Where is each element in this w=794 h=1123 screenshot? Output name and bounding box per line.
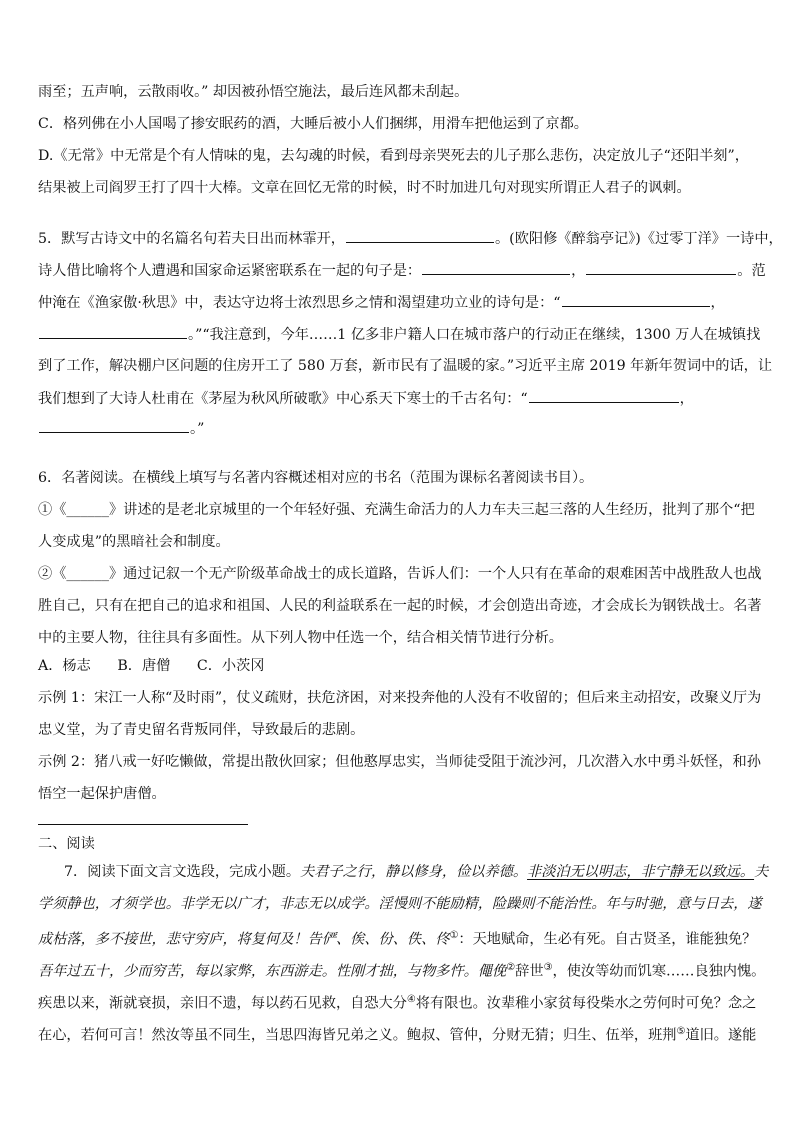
q5-text: 。”	[190, 421, 205, 437]
fill-blank[interactable]	[346, 228, 494, 243]
options-line	[38, 656, 264, 676]
q5-text: 到了工作，解决棚户区问题的住房开工了 580 万套，新市民有了温暖的家。”习近平主席 2019 年新年贺词中的话，让	[38, 358, 773, 374]
classical-text: 疾患以来，渐就衰损，亲旧不遗，每以药石见救，自恐大分	[38, 995, 407, 1012]
fill-blank[interactable]	[586, 260, 736, 275]
line-text: D.《无常》中无常是个有人情味的鬼，去勾魂的时候，看到母亲哭死去的儿子那么悲伤，决定放儿子“还阳半刻”，	[38, 148, 749, 164]
text-line	[38, 720, 364, 740]
text-line	[38, 500, 755, 520]
underlined-sentence: 非淡泊无以明志，非宁静无以致远。	[527, 864, 755, 880]
q5-text: 5．默写古诗文中的名篇名句若夫日出而林霏开，	[38, 231, 345, 247]
q5-text: 。(欧阳修《醉翁亭记》)《过零丁洋》一诗中，	[494, 231, 783, 247]
q6-text: 6．名著阅读。在横线上填写与名著内容概述相对应的书名（范围为课标名著阅读书目）。	[38, 470, 594, 486]
q5-text: 仲淹在《渔家傲·秋思》中，表达守边将士浓烈思乡之情和渴望建功立业的诗句是：“	[38, 295, 561, 311]
fill-blank[interactable]	[39, 324, 187, 339]
q5-text: ，	[710, 295, 725, 311]
text-line	[38, 564, 762, 584]
classical-line	[38, 958, 765, 982]
classical-text: 在心，若何可言！然汝等虽不同生，当思四海皆兄弟之义。鲍叔、管仲，分财无猜；归生、伍举，班荆	[38, 1027, 677, 1044]
text-line	[38, 418, 204, 439]
example-text: 悟空一起保护唐僧。	[38, 786, 166, 802]
text-line	[38, 324, 760, 345]
classical-text: 成枯落，多不接世，悲守穷庐，将复何及！告俨、俟、份、佚、佟	[38, 931, 450, 948]
q6-text: ①《______》讲述的是老北京城里的一个年轻好强、充满生命活力的人力车夫三起三落的人生经历，批判了那个“把	[38, 502, 755, 518]
q5-text: ，	[571, 263, 586, 279]
text-line	[38, 784, 166, 804]
question-6-line	[38, 468, 593, 488]
footnote-marker: ④	[406, 994, 416, 1005]
classical-text: 夫君子之行，静以修身，俭以养德。	[300, 864, 528, 880]
classical-line	[38, 990, 756, 1014]
classical-text: 吾年过五十，少而穷苦，每以家弊，东西游走。性刚才拙，与物多忤。僶俛	[38, 963, 507, 980]
q5-text: 。”“我注意到，今年……1 亿多非户籍人口在城市落户的行动正在继续，1300 万人在城镇找	[188, 327, 761, 343]
classical-text: ：天地赋命，生必有死。自古贤圣，谁能独免？	[458, 931, 757, 948]
text-line	[38, 532, 230, 552]
example-text: 示例 2：猪八戒一好吃懒做，常提出散伙回家；但他憨厚忠实，当师徒受阻于流沙河，几次潜入水中勇斗妖怪，和孙	[38, 754, 761, 770]
option-b[interactable]: B．唐僧	[117, 658, 171, 674]
classical-text: 学须静也，才须学也。非学无以广才，非志无以成学。淫慢则不能励精，险躁则不能治性。年与时驰，意与日去，遂	[38, 896, 762, 912]
fill-blank[interactable]	[562, 292, 710, 307]
q6-text: 胜自己，只有在把自己的追求和祖国、人民的利益联系在一起的时候，才会创造出奇迹，才会成长为钢铁战士。名著	[38, 598, 762, 614]
classical-line	[38, 894, 762, 914]
footnote-marker: ②	[506, 962, 516, 973]
footnote-marker: ③	[543, 962, 553, 973]
option-d-line	[38, 146, 749, 166]
q6-text: 中的主要人物，往往具有多面性。从下列人物中任选一个，结合相关情节进行分析。	[38, 630, 563, 646]
classical-text: 辞世	[515, 963, 544, 980]
option-c[interactable]: C．小茨冈	[196, 658, 265, 674]
q5-text: 诗人借比喻将个人遭遇和国家命运紧密联系在一起的句子是：	[38, 263, 422, 279]
example-text: 忠义堂，为了青史留名背叛同伴，导致最后的悲剧。	[38, 722, 365, 738]
text-line	[38, 178, 691, 198]
text-line	[38, 388, 694, 409]
q7-prompt: 7．阅读下面文言文选段，完成小题。	[64, 864, 301, 880]
footnote-marker: ①	[449, 930, 459, 941]
q5-text: 。范	[737, 263, 766, 279]
q5-text: 我们想到了大诗人杜甫在《茅屋为秋风所破歌》中心系天下寒士的千古名句：“	[38, 391, 528, 407]
example-2-line	[38, 752, 761, 772]
section-divider	[38, 824, 248, 825]
line-text: 结果被上司阎罗王打了四十大棒。文章在回忆无常的时候，时不时加进几句对现实所谓正人君子的讽刺。	[38, 180, 691, 196]
classical-text: 道旧。遂能	[685, 1027, 757, 1044]
q6-text: ②《______》通过记叙一个无产阶级革命战士的成长道路，告诉人们：一个人只有在革命的艰难困苦中战胜敌人也战	[38, 566, 762, 582]
text-line	[38, 260, 766, 281]
question-7-line	[64, 862, 768, 882]
section-title: 二、阅读	[38, 836, 95, 852]
line-text: C．格列佛在小人国喝了掺安眠药的酒，大睡后被小人们捆绑，用滑车把他运到了京都。	[38, 116, 588, 132]
classical-text: 夫	[754, 864, 769, 880]
classical-text: 将有限也。汝辈稚小家贫每役柴水之劳何时可免？念之	[415, 995, 757, 1012]
example-text: 示例 1：宋江一人称“及时雨”，仗义疏财，扶危济困，对来投奔他的人没有不收留的；但后来主动招安，改聚义厅为	[38, 690, 762, 706]
text-line	[38, 628, 563, 648]
text-line	[38, 292, 725, 313]
section-heading	[38, 834, 95, 854]
fill-blank[interactable]	[39, 418, 189, 433]
footnote-marker: ⑤	[676, 1026, 686, 1037]
example-1-line	[38, 688, 761, 708]
text-line	[38, 356, 772, 376]
q5-text: ，	[679, 391, 694, 407]
fill-blank[interactable]	[529, 388, 679, 403]
classical-line	[38, 926, 756, 950]
text-line	[38, 596, 762, 616]
option-c-line	[38, 114, 588, 134]
q6-text: 人变成鬼”的黑暗社会和制度。	[38, 534, 230, 550]
fill-blank[interactable]	[422, 260, 570, 275]
text-line	[38, 82, 468, 102]
classical-text: ，使汝等幼而饥寒……良独内愧。	[552, 963, 766, 980]
question-5-line	[38, 228, 783, 249]
classical-line	[38, 1022, 756, 1046]
line-text: 雨至；五声响，云散雨收。” 却因被孙悟空施法，最后连风都未刮起。	[38, 84, 469, 100]
option-a[interactable]: A．杨志	[38, 658, 91, 674]
